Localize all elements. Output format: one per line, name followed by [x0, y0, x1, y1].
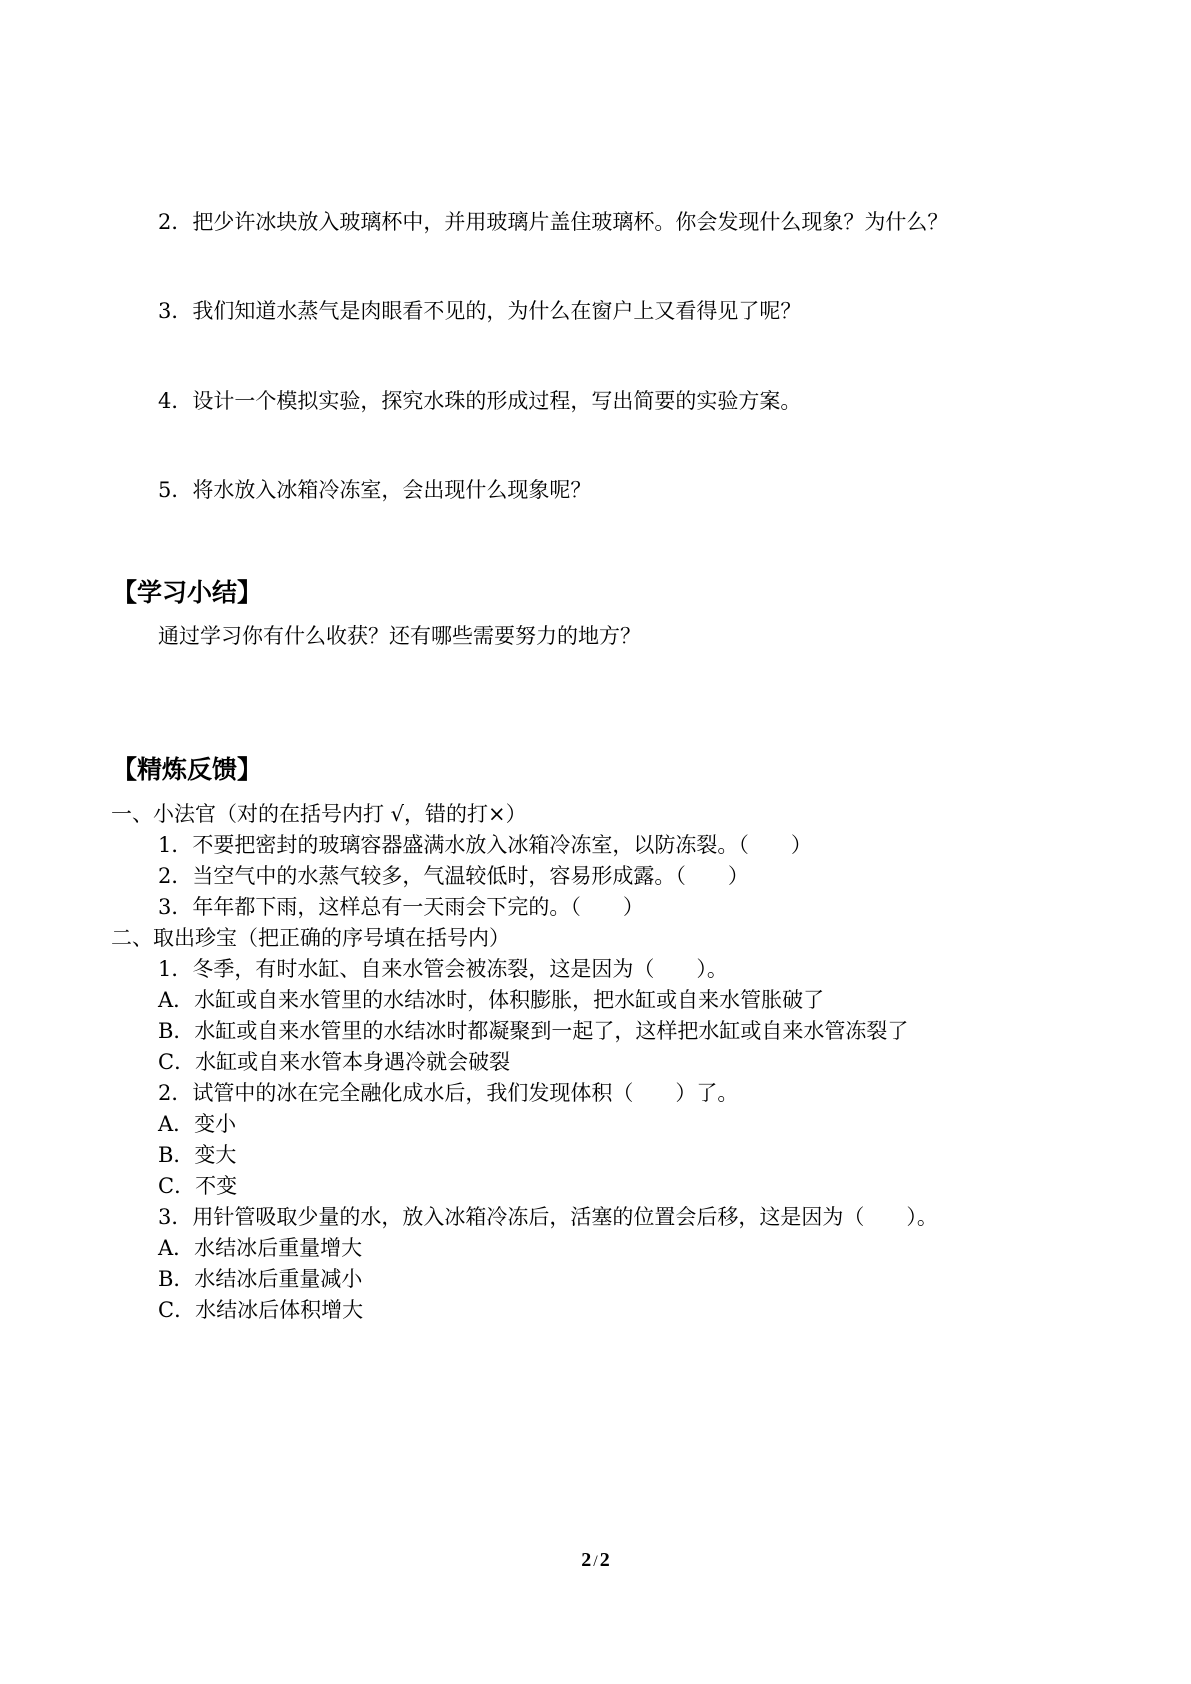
part1-item-2: 2．当空气中的水蒸气较多，气温较低时，容易形成露。（ ） — [158, 864, 749, 888]
feedback-heading: 【精炼反馈】 — [112, 755, 263, 784]
summary-heading: 【学习小结】 — [112, 578, 263, 607]
part2-q1-option-b: B．水缸或自来水管里的水结冰时都凝聚到一起了，这样把水缸或自来水管冻裂了 — [158, 1019, 909, 1043]
part2-q3-option-a: A．水结冰后重量增大 — [158, 1236, 363, 1260]
part1-title: 一、小法官（对的在括号内打 √，错的打×） — [111, 802, 527, 826]
page-current: 2 — [581, 1549, 592, 1571]
part2-q2-option-c: C．不变 — [158, 1174, 238, 1198]
part2-q2-stem: 2．试管中的冰在完全融化成水后，我们发现体积（ ）了。 — [158, 1081, 739, 1105]
question-2: 2．把少许冰块放入玻璃杯中，并用玻璃片盖住玻璃杯。你会发现什么现象？为什么？ — [158, 210, 949, 234]
part2-q2-option-b: B．变大 — [158, 1143, 237, 1167]
question-3: 3．我们知道水蒸气是肉眼看不见的，为什么在窗户上又看得见了呢？ — [158, 299, 802, 323]
page-separator: / — [593, 1553, 598, 1570]
part2-q3-option-b: B．水结冰后重量减小 — [158, 1267, 363, 1291]
part1-item-3: 3．年年都下雨，这样总有一天雨会下完的。（ ） — [158, 895, 644, 919]
page-number — [0, 1548, 1191, 1574]
part2-q2-option-a: A．变小 — [158, 1112, 237, 1136]
question-5: 5．将水放入冰箱冷冻室，会出现什么现象呢？ — [158, 478, 592, 502]
part2-title: 二、取出珍宝（把正确的序号填在括号内） — [111, 926, 510, 950]
part2-q1-option-c: C．水缸或自来水管本身遇冷就会破裂 — [158, 1050, 511, 1074]
part2-q1-option-a: A．水缸或自来水管里的水结冰时，体积膨胀，把水缸或自来水管胀破了 — [158, 988, 825, 1012]
part2-q1-stem: 1．冬季，有时水缸、自来水管会被冻裂，这是因为（ ）。 — [158, 957, 728, 981]
summary-text: 通过学习你有什么收获？还有哪些需要努力的地方？ — [158, 624, 641, 648]
question-4: 4．设计一个模拟实验，探究水珠的形成过程，写出简要的实验方案。 — [158, 389, 802, 413]
part2-q3-option-c: C．水结冰后体积增大 — [158, 1298, 364, 1322]
page-total: 2 — [599, 1549, 610, 1571]
part2-q3-stem: 3．用针管吸取少量的水，放入冰箱冷冻后，活塞的位置会后移，这是因为（ ）。 — [158, 1205, 938, 1229]
part1-item-1: 1．不要把密封的玻璃容器盛满水放入冰箱冷冻室，以防冻裂。（ ） — [158, 833, 812, 857]
